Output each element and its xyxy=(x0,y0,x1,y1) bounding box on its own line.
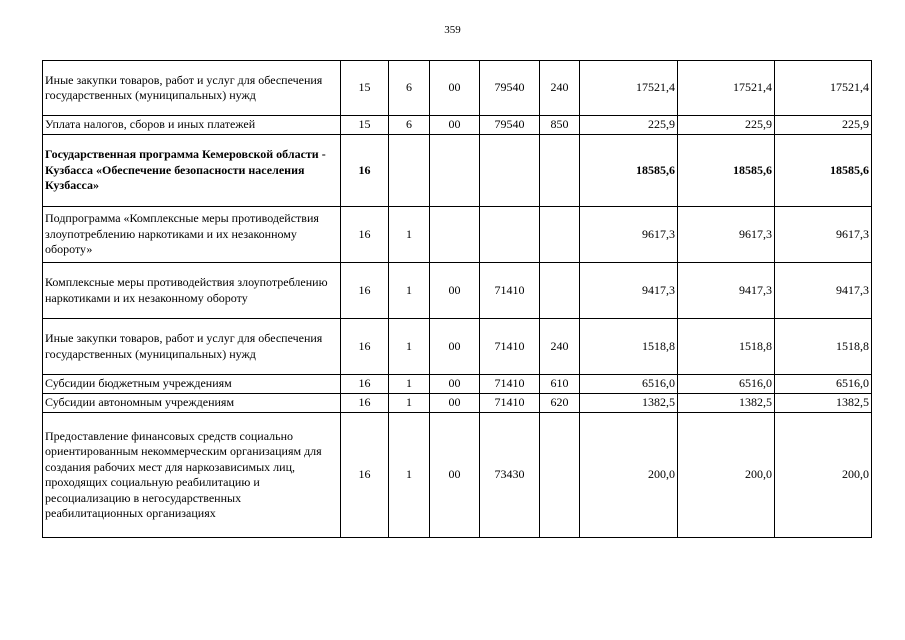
cell-amount-3: 9417,3 xyxy=(775,263,872,319)
table-row xyxy=(43,207,872,263)
budget-table xyxy=(42,60,872,538)
cell-amount-3: 200,0 xyxy=(775,413,872,538)
cell-program: 15 xyxy=(341,61,389,116)
table-row xyxy=(43,394,872,413)
row-name: Субсидии бюджетным учреждениям xyxy=(43,375,341,394)
cell-expense-type: 610 xyxy=(540,375,580,394)
cell-subprogram: 1 xyxy=(389,319,430,375)
cell-amount-1: 9617,3 xyxy=(580,207,678,263)
row-name: Подпрограмма «Комплексные меры противодействия злоупотреблению наркотиками и их незаконному обороту» xyxy=(43,207,341,263)
cell-code: 71410 xyxy=(480,319,540,375)
cell-program: 16 xyxy=(341,207,389,263)
cell-program: 16 xyxy=(341,319,389,375)
row-name: Государственная программа Кемеровской области - Кузбасса «Обеспечение безопасности населения Кузбасса» xyxy=(43,135,341,207)
cell-amount-2: 9617,3 xyxy=(678,207,775,263)
cell-amount-1: 200,0 xyxy=(580,413,678,538)
cell-code: 73430 xyxy=(480,413,540,538)
row-name: Предоставление финансовых средств социально ориентированным некоммерческим организациям для создания рабочих мест для наркозависимых лиц, проходящих социальную реабилитацию и ресоциализацию в негосударственных реабилитационных организациях xyxy=(43,413,341,538)
cell-amount-2: 200,0 xyxy=(678,413,775,538)
cell-amount-1: 18585,6 xyxy=(580,135,678,207)
cell-amount-3: 9617,3 xyxy=(775,207,872,263)
cell-direction: 00 xyxy=(430,61,480,116)
cell-subprogram: 1 xyxy=(389,375,430,394)
cell-direction: 00 xyxy=(430,263,480,319)
cell-amount-1: 6516,0 xyxy=(580,375,678,394)
cell-amount-2: 9417,3 xyxy=(678,263,775,319)
row-name: Субсидии автономным учреждениям xyxy=(43,394,341,413)
cell-amount-3: 1518,8 xyxy=(775,319,872,375)
cell-direction: 00 xyxy=(430,375,480,394)
cell-program: 16 xyxy=(341,394,389,413)
cell-amount-2: 225,9 xyxy=(678,116,775,135)
cell-amount-3: 18585,6 xyxy=(775,135,872,207)
cell-direction xyxy=(430,207,480,263)
cell-amount-1: 1518,8 xyxy=(580,319,678,375)
cell-code: 71410 xyxy=(480,375,540,394)
cell-direction xyxy=(430,135,480,207)
cell-subprogram: 1 xyxy=(389,263,430,319)
cell-expense-type: 240 xyxy=(540,61,580,116)
cell-program: 15 xyxy=(341,116,389,135)
cell-code xyxy=(480,135,540,207)
row-name: Уплата налогов, сборов и иных платежей xyxy=(43,116,341,135)
cell-subprogram xyxy=(389,135,430,207)
cell-direction: 00 xyxy=(430,319,480,375)
cell-code xyxy=(480,207,540,263)
cell-program: 16 xyxy=(341,135,389,207)
cell-subprogram: 1 xyxy=(389,413,430,538)
cell-amount-3: 6516,0 xyxy=(775,375,872,394)
cell-direction: 00 xyxy=(430,394,480,413)
cell-subprogram: 1 xyxy=(389,207,430,263)
row-name: Иные закупки товаров, работ и услуг для обеспечения государственных (муниципальных) нужд xyxy=(43,61,341,116)
cell-program: 16 xyxy=(341,413,389,538)
cell-subprogram: 1 xyxy=(389,394,430,413)
table-row xyxy=(43,116,872,135)
cell-expense-type xyxy=(540,135,580,207)
cell-amount-2: 17521,4 xyxy=(678,61,775,116)
cell-amount-1: 1382,5 xyxy=(580,394,678,413)
cell-amount-1: 225,9 xyxy=(580,116,678,135)
cell-direction: 00 xyxy=(430,116,480,135)
cell-code: 79540 xyxy=(480,61,540,116)
cell-code: 71410 xyxy=(480,394,540,413)
cell-program: 16 xyxy=(341,263,389,319)
table-row xyxy=(43,319,872,375)
page-number: 359 xyxy=(444,24,461,36)
cell-amount-1: 17521,4 xyxy=(580,61,678,116)
cell-expense-type: 240 xyxy=(540,319,580,375)
table-row xyxy=(43,413,872,538)
cell-amount-1: 9417,3 xyxy=(580,263,678,319)
cell-code: 71410 xyxy=(480,263,540,319)
cell-code: 79540 xyxy=(480,116,540,135)
cell-expense-type xyxy=(540,207,580,263)
cell-amount-2: 1518,8 xyxy=(678,319,775,375)
table-row xyxy=(43,263,872,319)
row-name: Иные закупки товаров, работ и услуг для обеспечения государственных (муниципальных) нужд xyxy=(43,319,341,375)
cell-program: 16 xyxy=(341,375,389,394)
cell-expense-type: 620 xyxy=(540,394,580,413)
cell-amount-2: 1382,5 xyxy=(678,394,775,413)
cell-expense-type xyxy=(540,413,580,538)
cell-amount-2: 18585,6 xyxy=(678,135,775,207)
cell-expense-type: 850 xyxy=(540,116,580,135)
cell-amount-3: 1382,5 xyxy=(775,394,872,413)
cell-subprogram: 6 xyxy=(389,116,430,135)
cell-amount-2: 6516,0 xyxy=(678,375,775,394)
row-name: Комплексные меры противодействия злоупотреблению наркотиками и их незаконному обороту xyxy=(43,263,341,319)
table-row xyxy=(43,61,872,116)
table-row xyxy=(43,375,872,394)
cell-amount-3: 17521,4 xyxy=(775,61,872,116)
cell-amount-3: 225,9 xyxy=(775,116,872,135)
cell-expense-type xyxy=(540,263,580,319)
table-row xyxy=(43,135,872,207)
cell-subprogram: 6 xyxy=(389,61,430,116)
cell-direction: 00 xyxy=(430,413,480,538)
